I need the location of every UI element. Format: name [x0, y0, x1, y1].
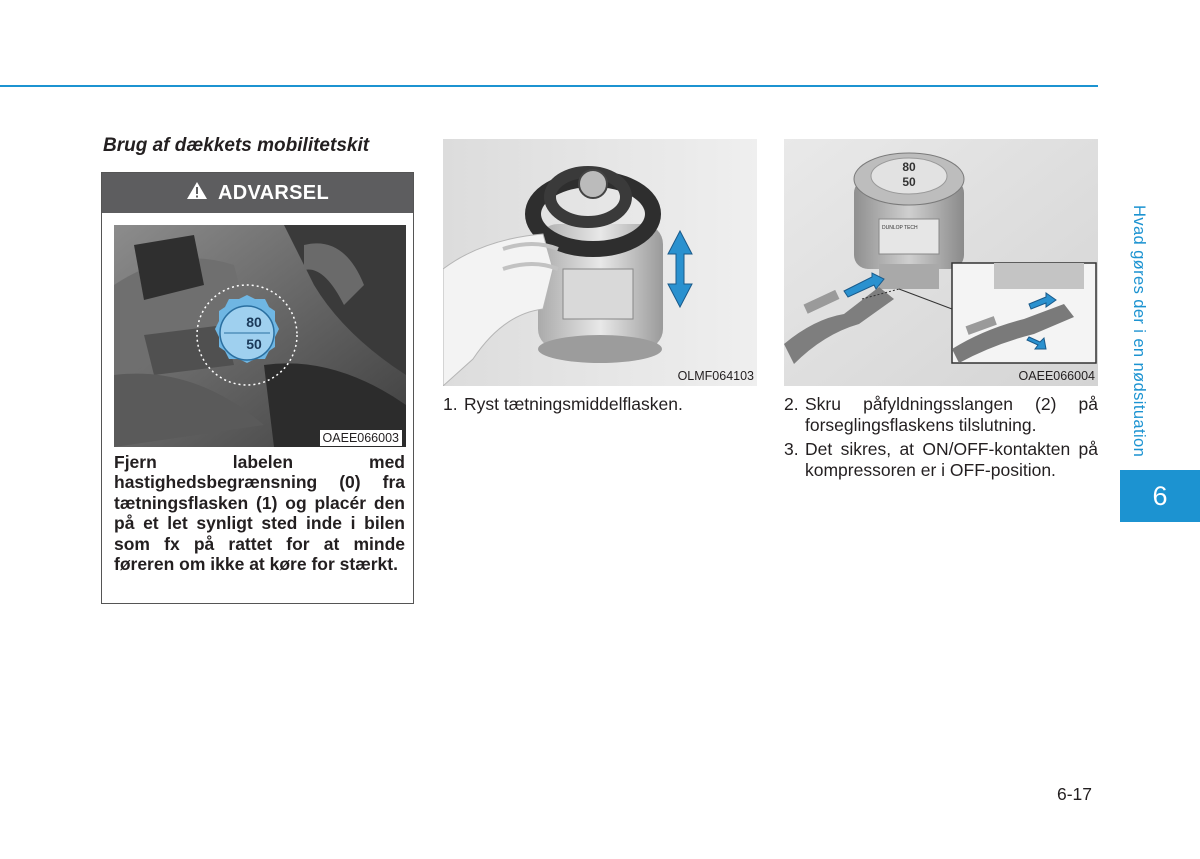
warning-text: Fjern labelen med hastighedsbegrænsning (0) fra tætningsflasken (1) og placér den på et let synligt sted inde i bilen som fx på rattet for at minde føreren om ikke at køre for stærkt.: [114, 452, 405, 575]
can-label-top: 80: [902, 160, 916, 174]
dashboard-image: [114, 225, 406, 447]
image-code: OAEE066003: [320, 430, 402, 446]
step-number: 3.: [784, 439, 799, 459]
label-value-bottom: 50: [246, 336, 262, 352]
top-rule: [0, 85, 1098, 87]
step-3: [784, 439, 1098, 480]
warning-box: [101, 172, 414, 604]
warning-title: ADVARSEL: [218, 181, 329, 204]
step-text: Det sikres, at ON/OFF-kontakten på kompressoren er i OFF-position.: [805, 439, 1098, 480]
label-value-top: 80: [246, 314, 262, 330]
image-code: OLMF064103: [677, 369, 754, 383]
chapter-title: Hvad gøres der i en nødsituation: [1130, 205, 1148, 458]
can-label-bottom: 50: [902, 175, 916, 189]
hose-connection-image: [784, 139, 1098, 386]
step-number: 1.: [443, 394, 458, 414]
step-1: [443, 394, 757, 415]
can-brand-text: DUNLOP TECH: [882, 225, 918, 231]
step-2: [784, 394, 1098, 435]
shake-bottle-image: [443, 139, 757, 386]
step-text: Skru påfyldningsslangen (2) på forseglingsflaskens tilslutning.: [805, 394, 1098, 435]
step-number: 2.: [784, 394, 799, 414]
chapter-tab: 6: [1120, 470, 1200, 522]
warning-header: [102, 173, 413, 213]
step-text: Ryst tætningsmiddelflasken.: [464, 394, 683, 414]
warning-triangle-icon: [186, 181, 208, 206]
image-code: OAEE066004: [1018, 369, 1095, 383]
page-number: 6-17: [1057, 784, 1093, 804]
section-title: Brug af dækkets mobilitetskit: [103, 135, 370, 156]
